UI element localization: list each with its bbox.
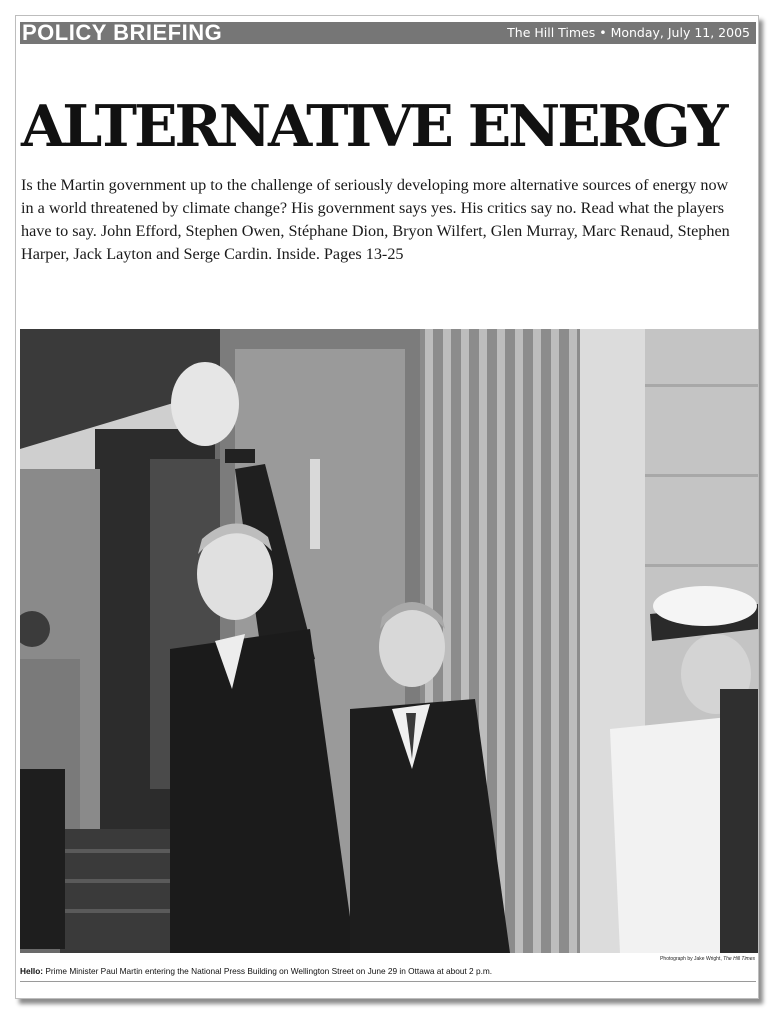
photo-caption: [20, 965, 756, 977]
section-label: POLICY BRIEFING: [22, 20, 223, 45]
caption-text: Prime Minister Paul Martin entering the National Press Building on Wellington Street on June 29 in Ottawa at about 2 p.m.: [43, 966, 493, 976]
photo-credit-source: The Hill Times: [723, 956, 755, 962]
photo-illustration: [20, 329, 758, 953]
caption-divider: [20, 981, 756, 982]
photo-credit-prefix: Photograph by Jake Wright,: [660, 956, 724, 962]
headline-dek: Is the Martin government up to the challenge of seriously developing more alternative sources of energy now in a world threatened by climate change? His government says yes. His critics say no. Read what the players have to say. John Efford, Stephen Owen, Stéphane Dion, Bryon Wilfert, Glen Murray, Marc Renaud, Stephen Harper, Jack Layton and Serge Cardin. Inside. Pages 13-25: [21, 176, 730, 263]
newspaper-page: [15, 15, 759, 999]
page-headline: ALTERNATIVE ENERGY: [21, 93, 726, 160]
caption-lead: Hello:: [20, 966, 44, 976]
issue-date-line: The Hill Times • Monday, July 11, 2005: [507, 25, 750, 40]
photo-credit: [660, 956, 755, 962]
section-header-bar: [20, 22, 756, 44]
feature-photo: [20, 329, 758, 953]
